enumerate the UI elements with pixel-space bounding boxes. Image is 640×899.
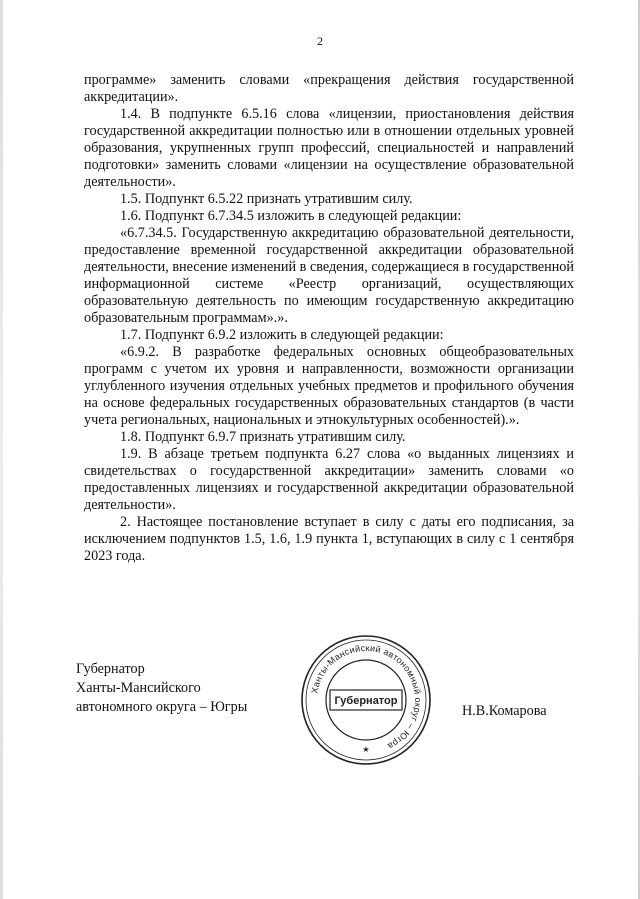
paragraph: 2. Настоящее постановление вступает в силу с даты его подписания, за исключением подпунктов 1.5, 1.6, 1.9 пункта 1, вступающих в силу с 1 сентября 2023 года. xyxy=(84,514,574,564)
paragraph: 1.5. Подпункт 6.5.22 признать утратившим силу. xyxy=(120,191,413,207)
document-body xyxy=(84,72,574,565)
paragraph: 1.4. В подпункте 6.5.16 слова «лицензии, приостановления действия государственной аккредитации полностью или в отношении отдельных уровней образования, укрупненных групп профессий, специальностей и направлений подготовки» заменить словами «лицензии на осуществление образовательной деятельности». xyxy=(84,106,574,190)
position-line: автономного округа – Югры xyxy=(76,699,248,715)
official-seal xyxy=(298,632,434,768)
paragraph: 1.7. Подпункт 6.9.2 изложить в следующей редакции: xyxy=(120,327,444,343)
page-number: 2 xyxy=(317,34,323,48)
paragraph: 1.8. Подпункт 6.9.7 признать утратившим силу. xyxy=(120,429,406,445)
signatory-name: Н.В.Комарова xyxy=(462,703,547,719)
scan-edge-left xyxy=(0,0,3,899)
position-line: Ханты-Мансийского xyxy=(76,680,201,696)
seal-center-text: Губернатор xyxy=(334,695,398,707)
paragraph: 1.9. В абзаце третьем подпункта 6.27 слова «о выданных лицензиях и свидетельствах о государственной аккредитации» заменить словами «о предоставленных лицензиях и государственной аккредитации образовательной деятельности». xyxy=(84,446,574,513)
seal-ring-text: Ханты-Мансийский автономный округ – Югра xyxy=(309,642,424,752)
paragraph: «6.7.34.5. Государственную аккредитацию образовательной деятельности, предоставление временной государственной аккредитации образовательной деятельности, внесение изменений в сведения, содержащиеся в государственной информационной системе «Реестр организаций, осуществляющих образовательную деятельность по имеющим государственную аккредитацию образовательным программам».». xyxy=(84,225,574,326)
paragraph: «6.9.2. В разработке федеральных основных общеобразовательных программ с учетом их уровня и направленности, возможности организации углубленного изучения отдельных учебных предметов и профильного обучения на основе федеральных государственных образовательных стандартов (в части учета региональных, национальных и этнокультурных особенностей).». xyxy=(84,344,574,428)
paragraph: программе» заменить словами «прекращения действия государственной аккредитации». xyxy=(84,72,574,105)
signatory-position xyxy=(76,660,247,717)
paragraph: 1.6. Подпункт 6.7.34.5 изложить в следующей редакции: xyxy=(120,208,462,224)
seal-graphic xyxy=(298,632,434,768)
position-line: Губернатор xyxy=(76,661,145,677)
seal-star-icon: ★ xyxy=(362,745,370,754)
